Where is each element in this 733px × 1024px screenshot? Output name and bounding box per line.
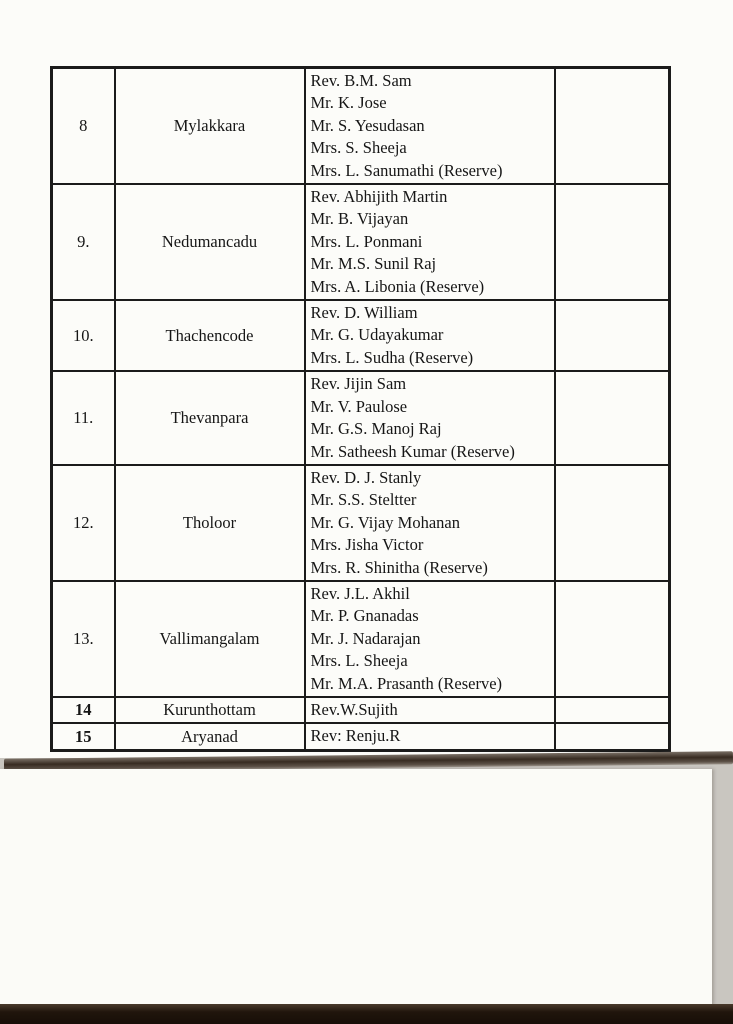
member-name: Rev. Abhijith Martin [310, 187, 448, 207]
row-place-cell: Thachencode [115, 300, 305, 371]
member-name: Mr. V. Paulose [310, 396, 408, 416]
member-name: Mr. Satheesh Kumar (Reserve) [310, 441, 515, 461]
member-name: Mr. P. Gnanadas [310, 606, 419, 626]
member-name: Mrs. L. Ponmani [310, 231, 423, 251]
member-name: Mr. M.S. Sunil Raj [310, 254, 437, 274]
member-name: Rev. B.M. Sam [310, 71, 412, 90]
member-name: Rev. D. J. Stanly [310, 467, 422, 487]
row-members-cell [305, 723, 555, 750]
member-name: Mr. K. Jose [310, 93, 387, 113]
row-place-cell: Aryanad [115, 723, 305, 750]
member-name: Mr. B. Vijayan [310, 209, 409, 229]
row-members-cell [305, 697, 555, 723]
row-place-cell: Kurunthottam [115, 697, 305, 723]
row-number-cell: 12. [52, 465, 115, 581]
table-row [52, 68, 670, 185]
member-name: Rev. D. William [310, 303, 418, 323]
member-name: Rev.W.Sujith [310, 699, 398, 719]
row-number-cell: 8 [52, 68, 115, 185]
row-blank-cell [555, 581, 670, 697]
row-blank-cell [555, 184, 670, 300]
row-members-cell [305, 371, 555, 465]
table-row [52, 465, 670, 581]
member-name: Mrs. L. Sudha (Reserve) [310, 347, 474, 367]
row-number-cell: 9. [52, 184, 115, 300]
row-number-cell: 15 [52, 723, 115, 750]
row-blank-cell [555, 723, 670, 750]
row-place-cell: Tholoor [115, 465, 305, 581]
row-place-cell: Thevanpara [115, 371, 305, 465]
member-name: Mrs. L. Sheeja [310, 651, 408, 671]
bottom-sheet [0, 769, 712, 1006]
row-members-cell [305, 465, 555, 581]
row-number-cell: 13. [52, 581, 115, 697]
row-members-cell [305, 300, 555, 371]
member-name: Mrs. A. Libonia (Reserve) [310, 276, 485, 296]
table-row [52, 300, 670, 371]
member-name: Rev: Renju.R [310, 726, 401, 746]
member-name: Mr. G.S. Manoj Raj [310, 419, 442, 439]
member-name: Mrs. Jisha Victor [310, 535, 424, 555]
row-number-cell: 10. [52, 300, 115, 371]
background-surface [0, 1004, 733, 1024]
member-name: Rev. Jijin Sam [310, 374, 407, 394]
row-place-cell: Nedumancadu [115, 184, 305, 300]
member-name: Mrs. R. Shinitha (Reserve) [310, 557, 488, 577]
member-name: Mr. S.S. Steltter [310, 490, 417, 510]
row-members-cell [305, 184, 555, 300]
member-name: Mr. G. Vijay Mohanan [310, 512, 460, 532]
roster-table [50, 66, 671, 752]
member-name: Mr. M.A. Prasanth (Reserve) [310, 673, 503, 693]
row-blank-cell [555, 300, 670, 371]
row-members-cell [305, 581, 555, 697]
member-name: Rev. J.L. Akhil [310, 583, 410, 603]
row-number-cell: 11. [52, 371, 115, 465]
table-row [52, 581, 670, 697]
row-place-cell: Mylakkara [115, 68, 305, 185]
row-place-cell: Vallimangalam [115, 581, 305, 697]
row-members-cell [305, 68, 555, 185]
row-blank-cell [555, 465, 670, 581]
member-name: Mr. G. Udayakumar [310, 325, 444, 345]
member-name: Mrs. S. Sheeja [310, 138, 407, 158]
row-blank-cell [555, 371, 670, 465]
table-row [52, 371, 670, 465]
row-number-cell: 14 [52, 697, 115, 723]
member-name: Mr. S. Yesudasan [310, 115, 425, 135]
table-row [52, 697, 670, 723]
table-row [52, 723, 670, 750]
row-blank-cell [555, 697, 670, 723]
roster-table-body [52, 68, 670, 751]
member-name: Mrs. L. Sanumathi (Reserve) [310, 160, 503, 180]
member-name: Mr. J. Nadarajan [310, 628, 421, 648]
table-row [52, 184, 670, 300]
row-blank-cell [555, 68, 670, 185]
